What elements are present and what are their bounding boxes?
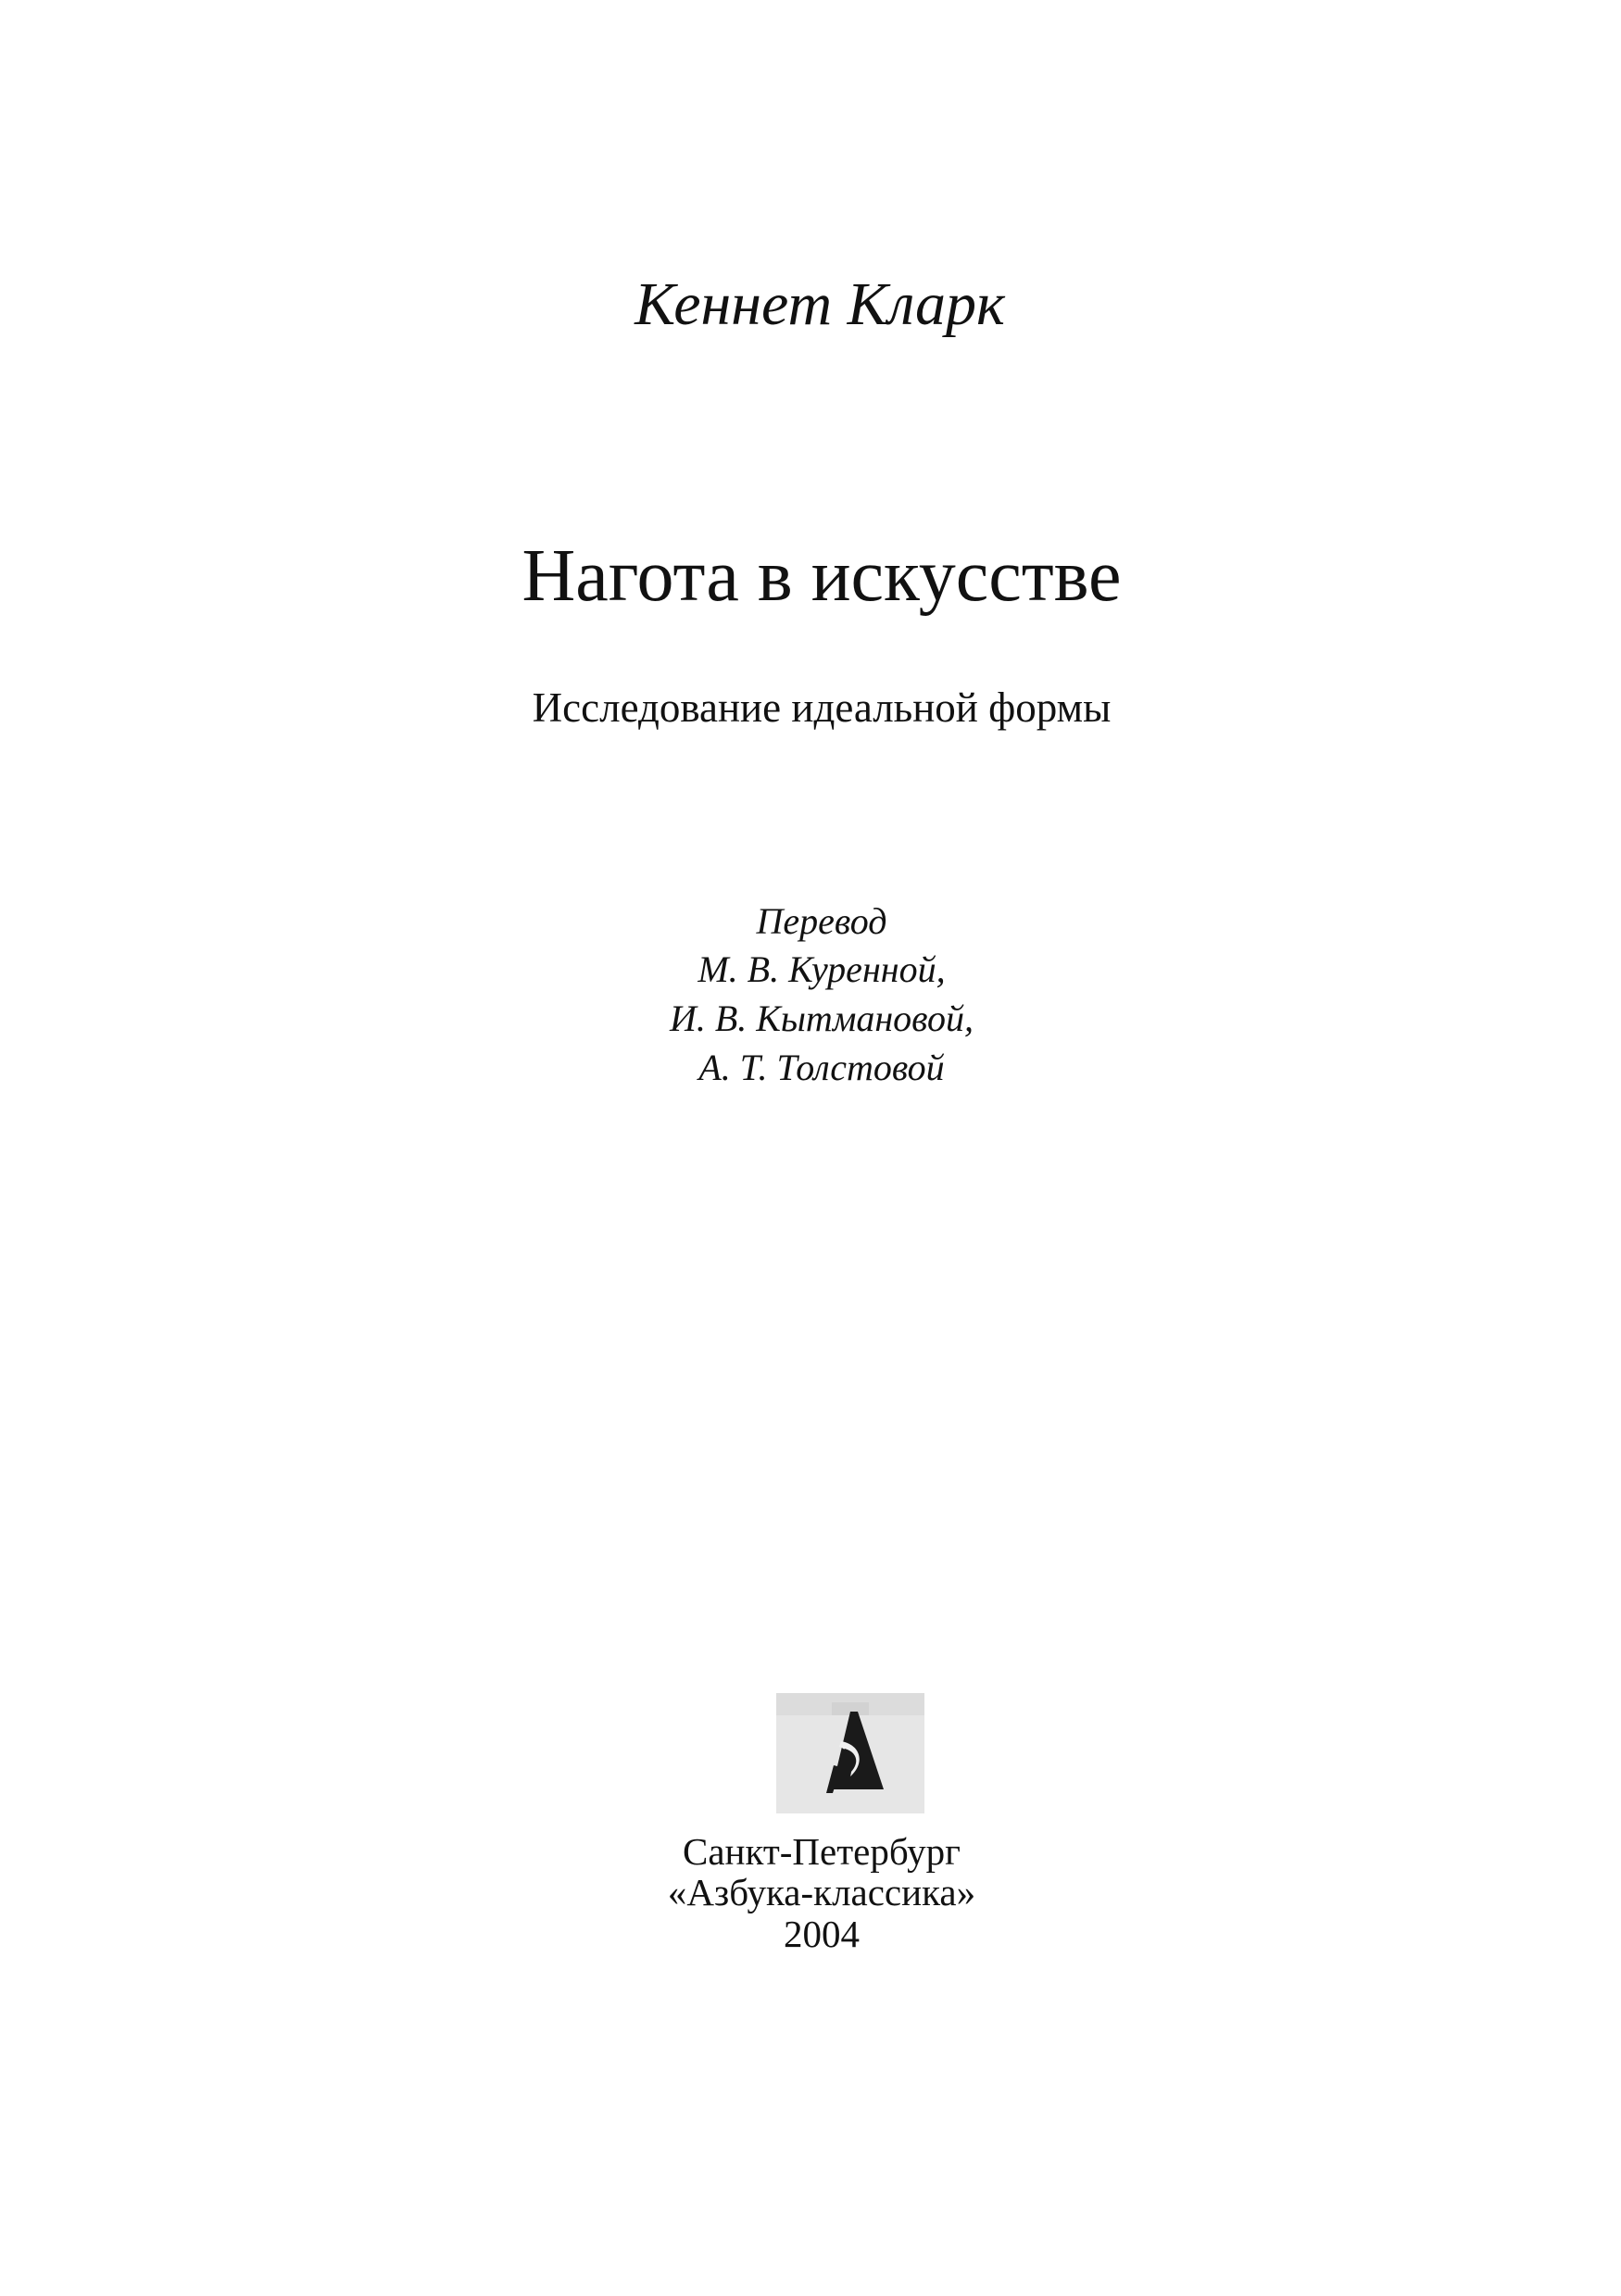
publisher-logo-triangle-icon xyxy=(776,1693,924,1813)
book-subtitle: Исследование идеальной формы xyxy=(532,684,1112,731)
imprint-city: Санкт-Петербург xyxy=(683,1830,961,1873)
book-title: Нагота в искусстве xyxy=(521,535,1122,617)
imprint-year: 2004 xyxy=(784,1913,860,1955)
translator-name: И. В. Кытмановой, xyxy=(669,997,974,1039)
imprint-publisher: «Азбука-классика» xyxy=(667,1871,976,1913)
translation-label: Перевод xyxy=(756,900,887,942)
translator-name: М. В. Куренной, xyxy=(697,948,946,990)
translator-name: А. Т. Толстовой xyxy=(698,1047,945,1088)
author-name: Кеннет Кларк xyxy=(635,270,1005,338)
